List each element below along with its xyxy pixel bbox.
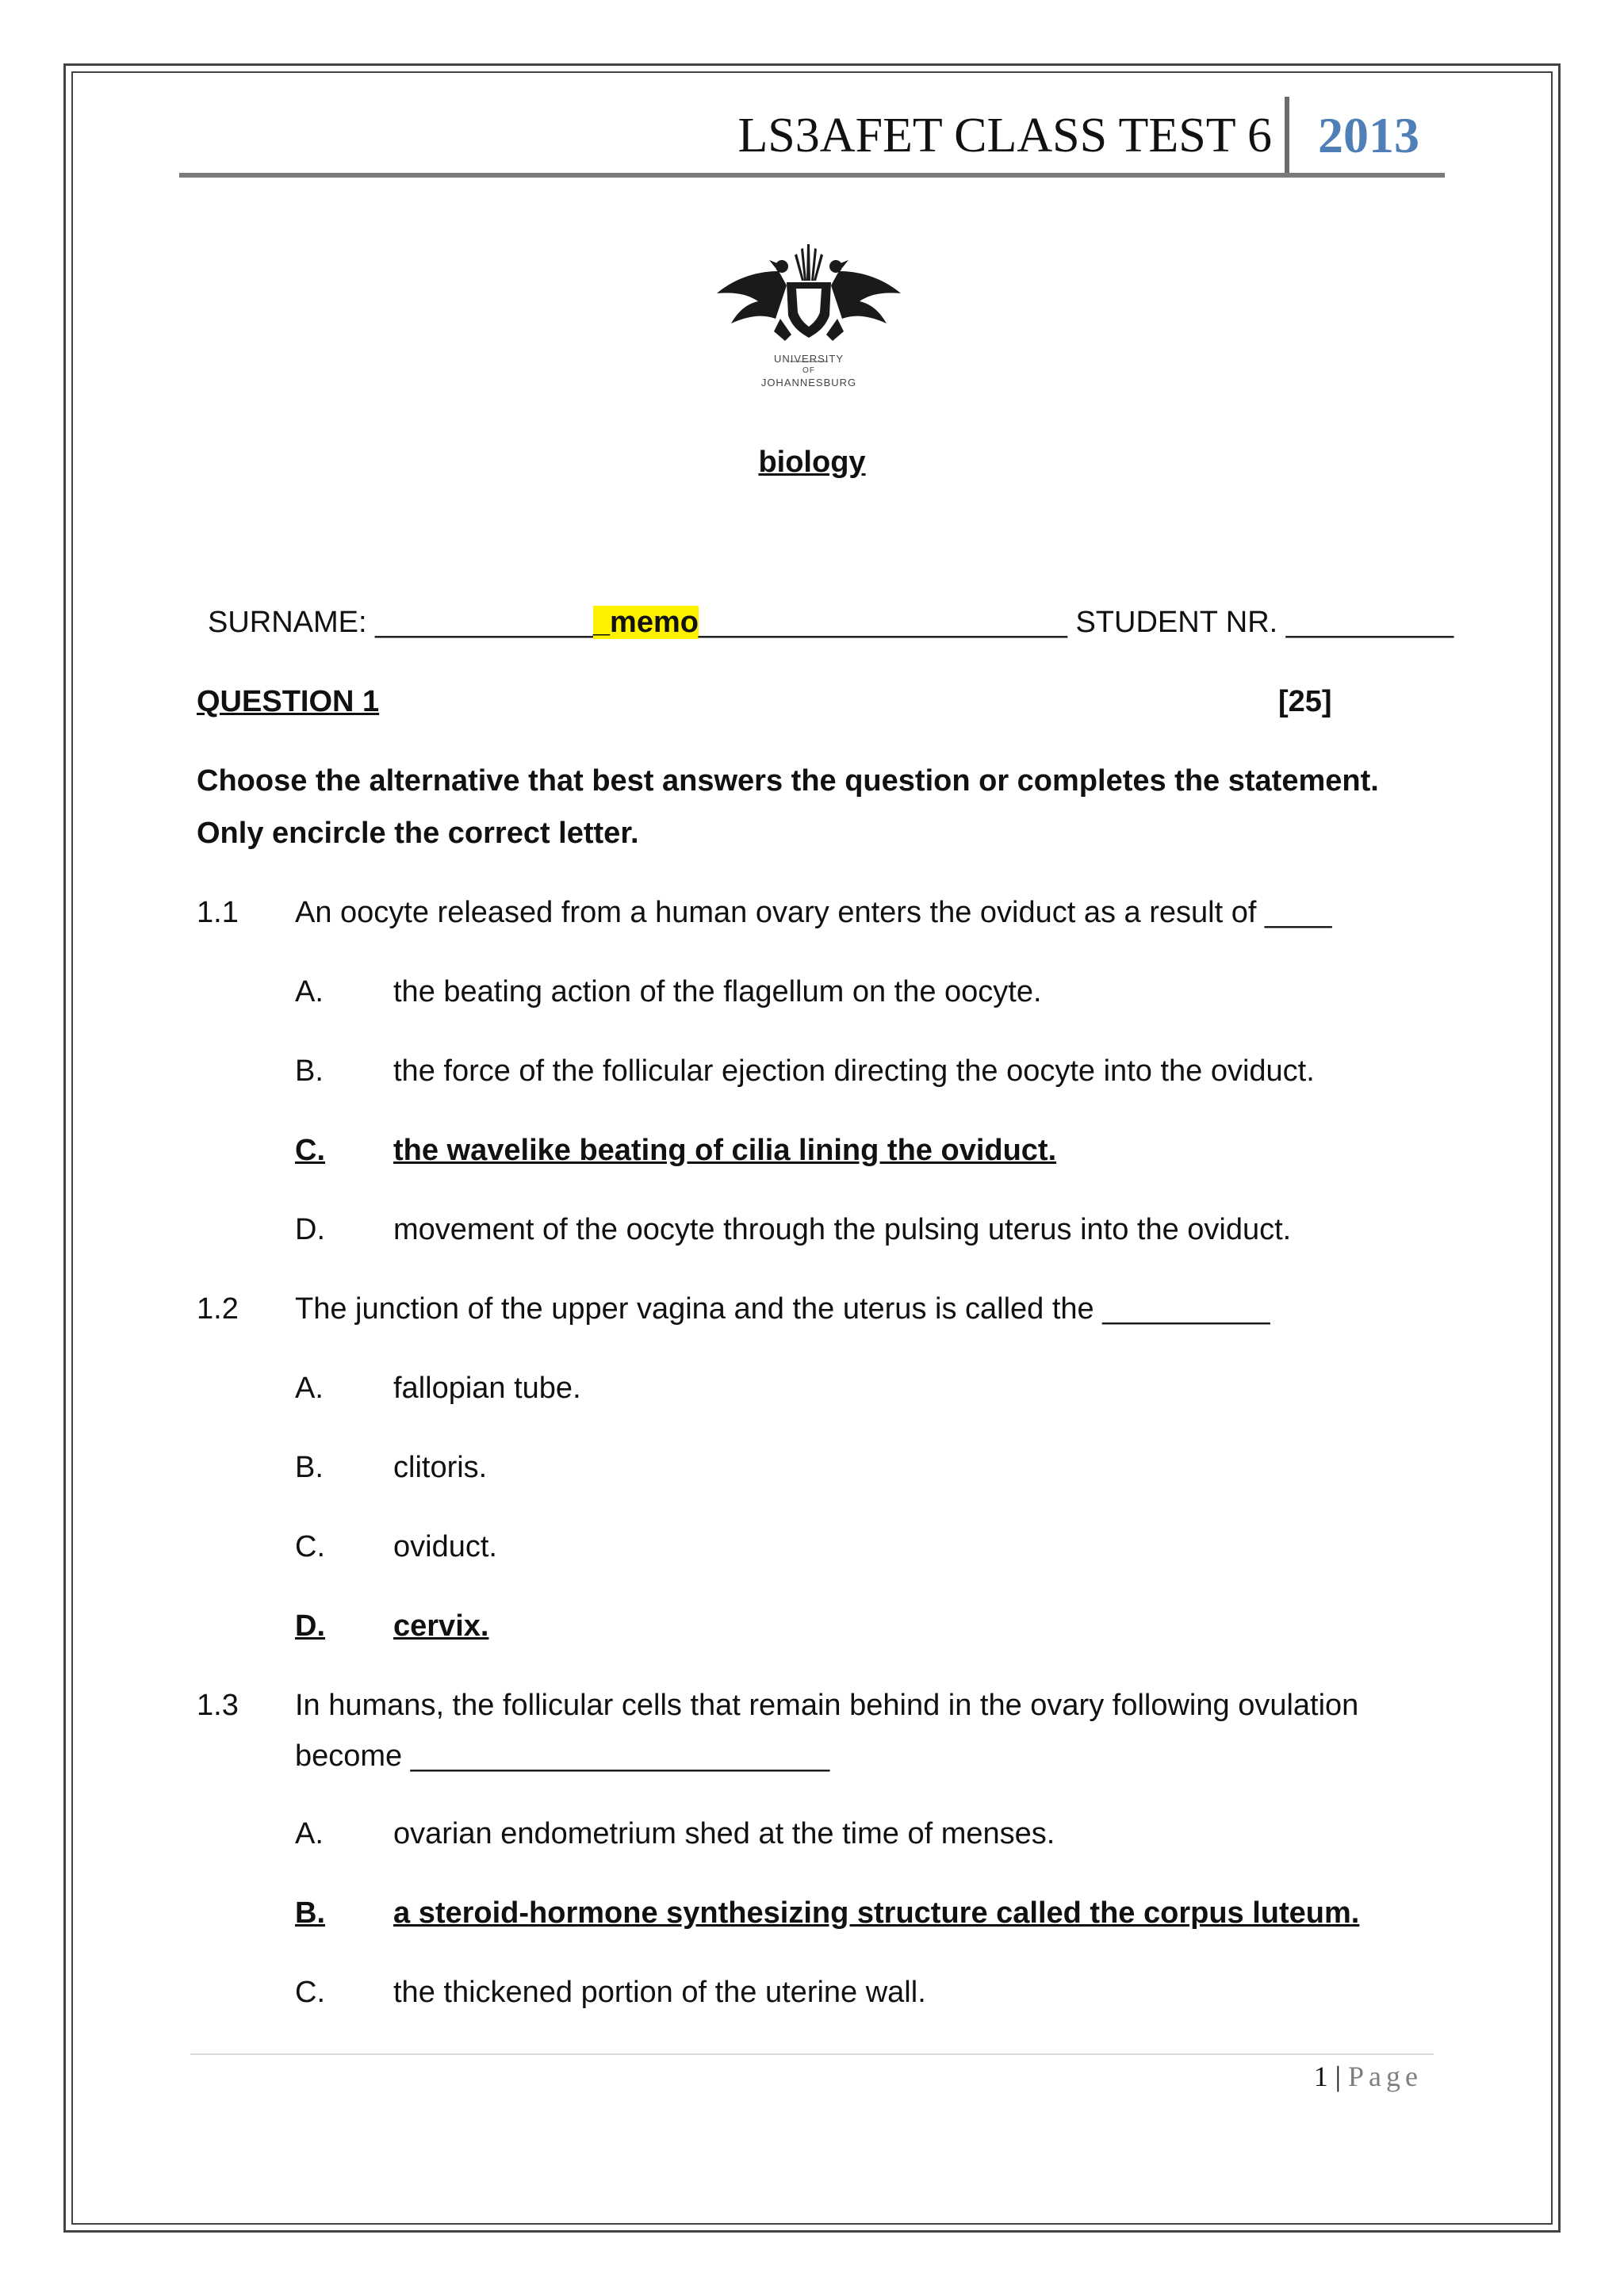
page-header: [179, 87, 1445, 179]
option-1-3-a-text: ovarian endometrium shed at the time of menses.: [393, 1817, 1055, 1850]
option-1-2-c-text: oviduct.: [393, 1530, 497, 1563]
footer-rule: [190, 2053, 1434, 2055]
question-1-1-number: 1.1: [197, 896, 239, 929]
option-1-3-b-text: a steroid-hormone synthesizing structure called the corpus luteum.: [393, 1896, 1360, 1930]
header-year: 2013: [1318, 107, 1419, 163]
option-1-1-c-text: the wavelike beating of cilia lining the oviduct.: [393, 1134, 1057, 1167]
question-1-1-text: An oocyte released from a human ovary enters the oviduct as a result of ____: [295, 896, 1332, 929]
student-nr-label: STUDENT NR.: [1067, 606, 1286, 639]
question-1-2-number: 1.2: [197, 1292, 239, 1326]
surname-label: SURNAME:: [208, 606, 376, 639]
page-footer: [1314, 2060, 1423, 2093]
surname-value: _memo: [592, 606, 699, 639]
option-1-2-c-letter: C.: [295, 1530, 325, 1563]
header-rule: [179, 173, 1445, 178]
logo-line-university: UNIVERSITY: [773, 353, 844, 365]
logo-line-of: OF: [802, 366, 815, 375]
option-1-1-a-letter: A.: [295, 975, 324, 1008]
page-label: Page: [1348, 2061, 1423, 2092]
option-1-2-d-text: cervix.: [393, 1609, 489, 1643]
question-1-2-text: The junction of the upper vagina and the uterus is called the __________: [295, 1292, 1270, 1326]
question-1-3-text: In humans, the follicular cells that remain behind in the ovary following ovulation: [295, 1689, 1359, 1722]
option-1-1-b-letter: B.: [295, 1054, 324, 1088]
page-number: 1: [1313, 2061, 1328, 2092]
option-1-3-a-letter: A.: [295, 1817, 324, 1850]
option-1-3-c-letter: C.: [295, 1976, 325, 2009]
option-1-1-b-text: the force of the follicular ejection directing the oocyte into the oviduct.: [393, 1054, 1315, 1088]
option-1-2-a-text: fallopian tube.: [393, 1372, 581, 1405]
option-1-2-a-letter: A.: [295, 1372, 324, 1405]
student-nr-blank: __________: [1285, 606, 1454, 639]
logo-wordmark: [714, 352, 904, 390]
surname-blank-before: _____________: [375, 606, 593, 639]
option-1-1-c-letter: C.: [295, 1134, 325, 1167]
question-1-3-text-line-2: become _________________________: [295, 1739, 830, 1773]
instruction-line-2: Only encircle the correct letter.: [197, 817, 639, 850]
logo-line-johannesburg: JOHANNESBURG: [760, 377, 857, 388]
option-1-3-b-letter: B.: [295, 1896, 325, 1930]
option-1-2-d-letter: D.: [295, 1609, 325, 1643]
option-1-2-b-text: clitoris.: [393, 1451, 488, 1484]
student-info-line: [208, 604, 1454, 641]
footer-separator: |: [1335, 2061, 1342, 2092]
question-title: QUESTION 1: [197, 685, 380, 718]
option-1-3-c-text: the thickened portion of the uterine wall.: [393, 1976, 926, 2009]
header-separator: [1285, 97, 1289, 178]
option-1-1-d-letter: D.: [295, 1213, 325, 1246]
surname-blank-after: ______________________: [698, 606, 1067, 639]
question-1-3-number: 1.3: [197, 1689, 239, 1722]
instruction-line-1: Choose the alternative that best answers the question or completes the statement.: [197, 764, 1379, 798]
option-1-1-d-text: movement of the oocyte through the pulsing uterus into the oviduct.: [393, 1213, 1292, 1246]
option-1-2-b-letter: B.: [295, 1451, 324, 1484]
question-marks: [25]: [1278, 685, 1332, 718]
header-title: LS3AFET CLASS TEST 6: [737, 109, 1272, 163]
option-1-1-a-text: the beating action of the flagellum on the oocyte.: [393, 975, 1042, 1008]
subject-title: biology: [758, 446, 866, 479]
